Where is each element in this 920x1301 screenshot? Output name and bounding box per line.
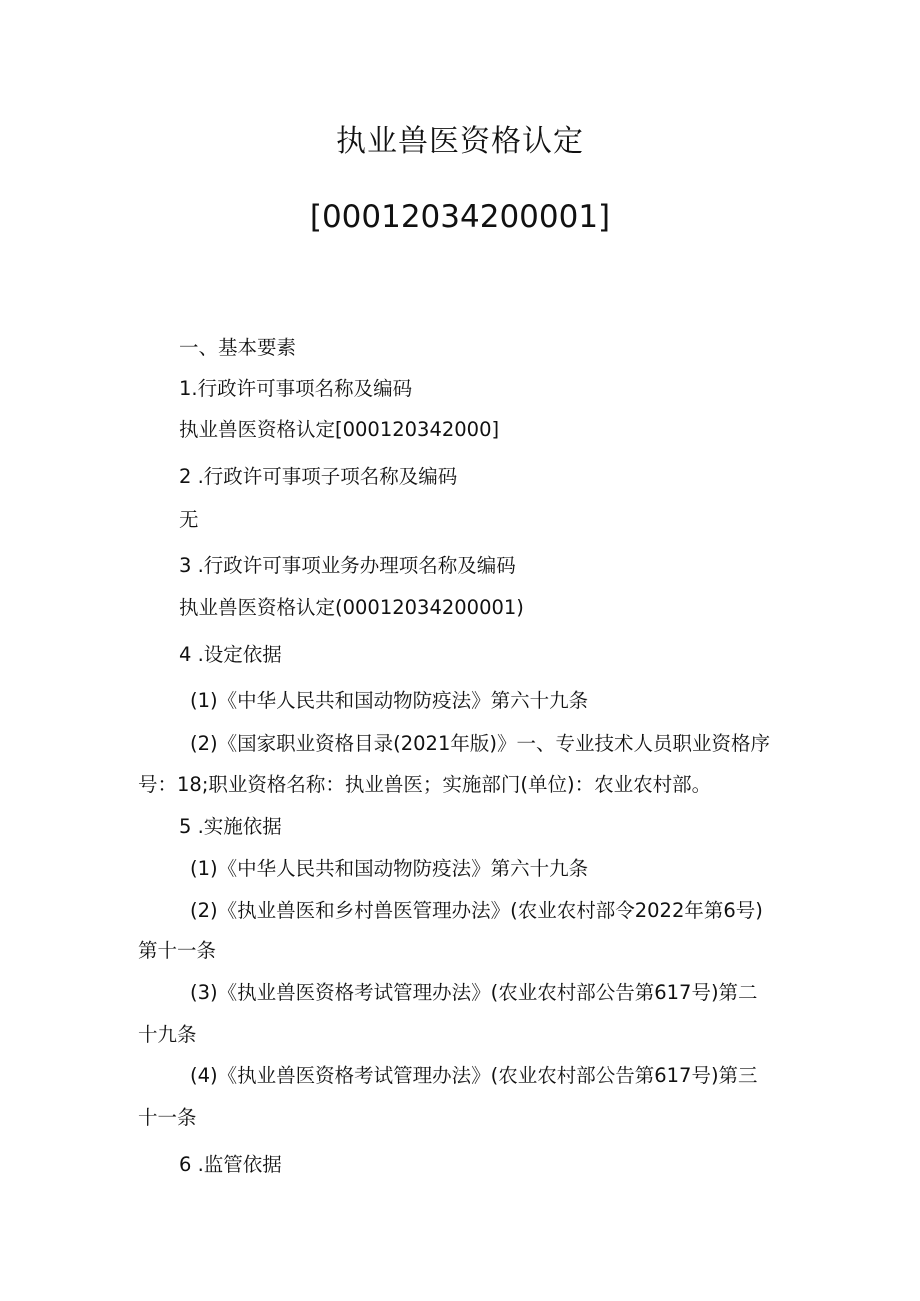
basis-5-4: (4)《执业兽医资格考试管理办法》(农业农村部公告第617号)第三 [190,1064,758,1087]
basis-4-2-continued: 号：18;职业资格名称：执业兽医；实施部门(单位)：农业农村部。 [138,773,712,796]
basis-5-2-continued: 第十一条 [138,939,217,962]
basis-4-2: (2)《国家职业资格目录(2021年版)》一、专业技术人员职业资格序 [190,732,770,755]
item-heading-5: 5 .实施依据 [179,815,282,838]
item-heading-3: 3 .行政许可事项业务办理项名称及编码 [179,554,516,577]
basis-4-1: (1)《中华人民共和国动物防疫法》第六十九条 [190,689,589,712]
item-value-3: 执业兽医资格认定(00012034200001) [179,596,524,619]
basis-5-3-continued: 十九条 [138,1023,197,1046]
basis-5-1: (1)《中华人民共和国动物防疫法》第六十九条 [190,857,589,880]
document-code: [00012034200001] [309,199,611,235]
item-heading-2: 2 .行政许可事项子项名称及编码 [179,465,458,488]
item-value-2: 无 [179,508,199,531]
document-title: 执业兽医资格认定 [336,124,584,159]
item-heading-1: 1.行政许可事项名称及编码 [179,377,413,400]
section-heading-basic-elements: 一、基本要素 [179,336,297,359]
item-heading-6: 6 .监管依据 [179,1153,282,1176]
item-value-1: 执业兽医资格认定[000120342000] [179,418,500,441]
item-heading-4: 4 .设定依据 [179,643,282,666]
basis-5-3: (3)《执业兽医资格考试管理办法》(农业农村部公告第617号)第二 [190,981,758,1004]
basis-5-4-continued: 十一条 [138,1106,197,1129]
basis-5-2: (2)《执业兽医和乡村兽医管理办法》(农业农村部令2022年第6号) [190,899,763,922]
